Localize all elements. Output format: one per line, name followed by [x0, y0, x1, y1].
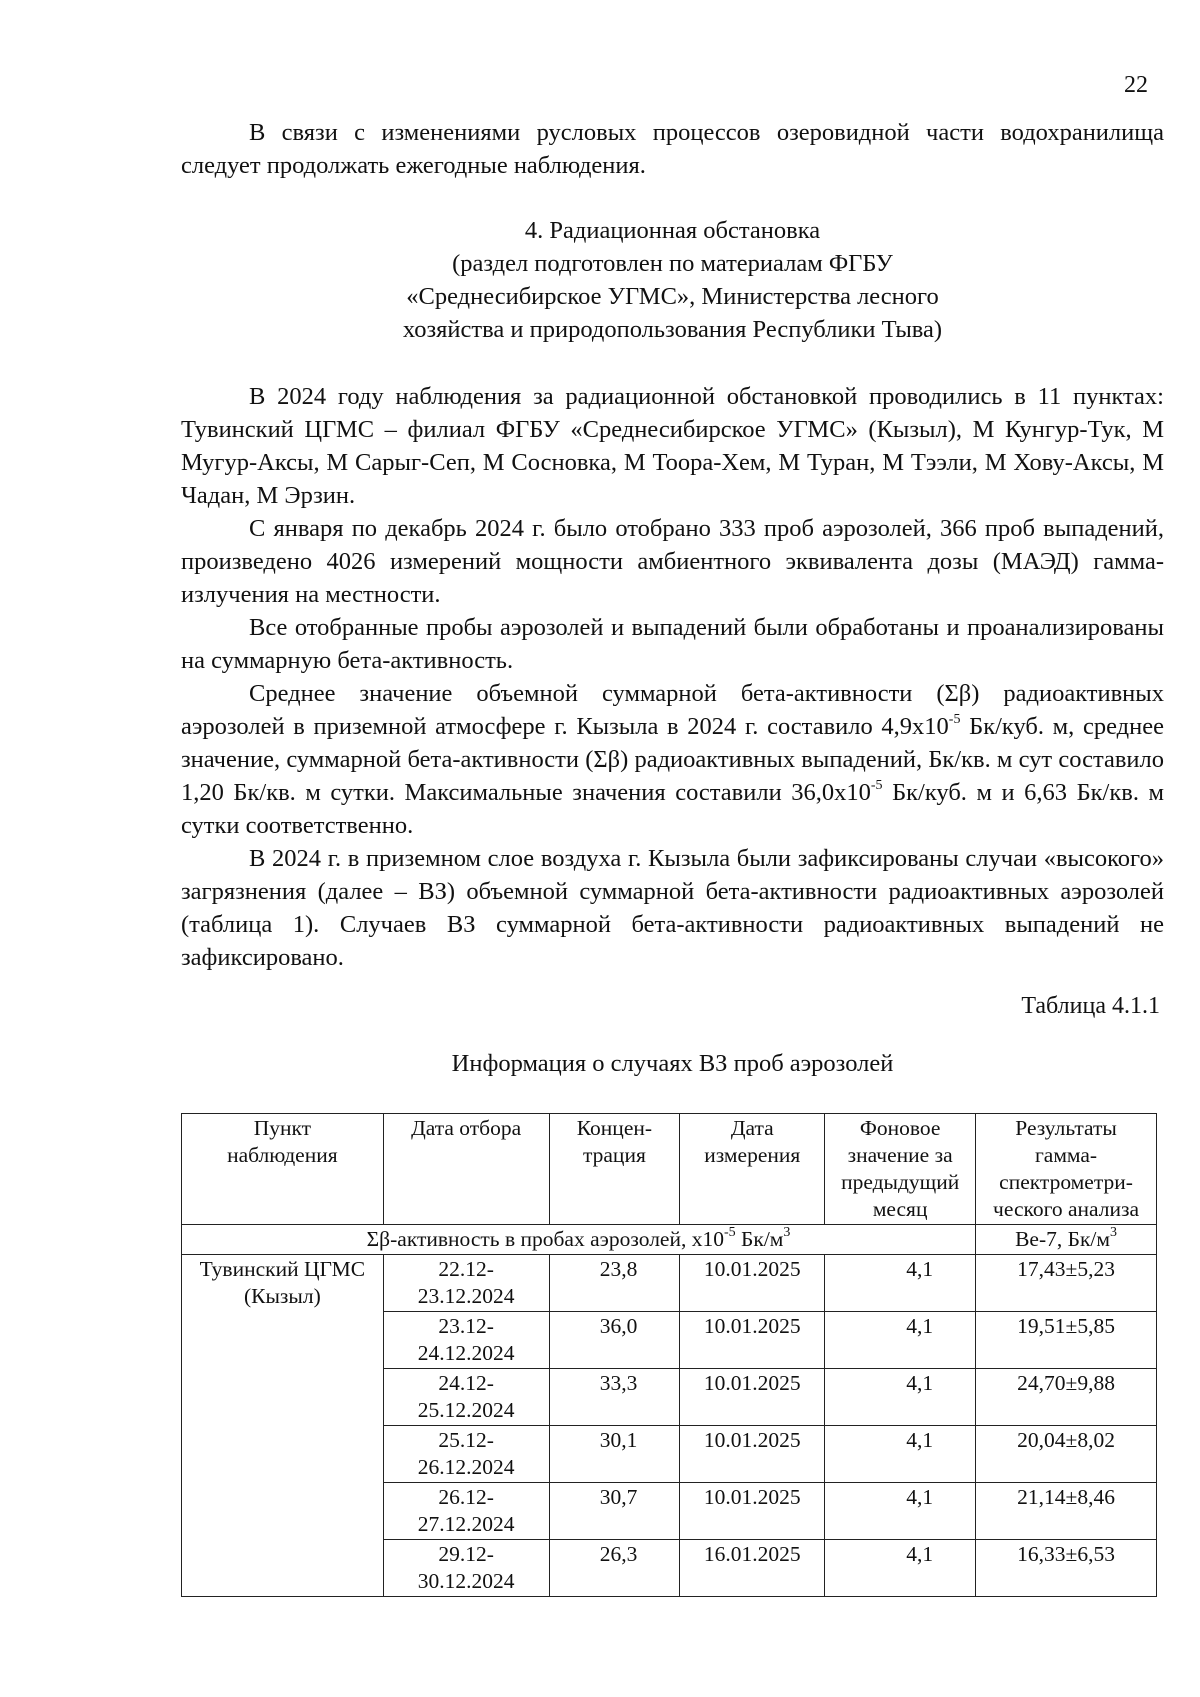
measure-date-cell: 16.01.2025	[680, 1540, 825, 1597]
superscript: -5	[870, 777, 883, 793]
measure-date-cell: 10.01.2025	[680, 1312, 825, 1369]
text-fragment: Бк/куб. м и 6,63 Бк/кв. м сутки соответственно.	[181, 779, 1164, 839]
section-subtitle-line: (раздел подготовлен по материалам ФГБУ	[452, 250, 893, 277]
section-title: 4. Радиационная обстановка	[524, 217, 821, 244]
paragraph-stations: В 2024 году наблюдения за радиационной обстановкой проводились в 11 пунктах: Тувинский ЦГМС – филиал ФГБУ «Среднесибирское УГМС» (Кызыл), М Кунгур-Тук, М Мугур-Аксы, М Сарыг-Сеп, М Сосновка, М Тоора-Хем, М Туран, М Тээли, М Хову-Аксы, М Чадан, М Эрзин.	[181, 383, 1164, 509]
intro-block	[181, 116, 1164, 182]
concentration-cell: 30,1	[549, 1426, 680, 1483]
main-text	[181, 380, 1164, 974]
paragraph-samples: С января по декабрь 2024 г. было отобрано 333 проб аэрозолей, 366 проб выпадений, произведено 4026 измерений мощности амбиентного эквивалента дозы (МАЭД) гамма-излучения на местности.	[181, 515, 1164, 608]
measure-date-cell: 10.01.2025	[680, 1426, 825, 1483]
data-table	[181, 1113, 1157, 1597]
paragraph-high-pollution: В 2024 г. в приземном слое воздуха г. Кызыла были зафиксированы случаи «высокого» загрязнения (далее – ВЗ) объемной суммарной бета-активности радиоактивных аэрозолей (таблица 1). Случаев ВЗ суммарной бета-активности радиоактивных выпадений не зафиксировано.	[181, 845, 1164, 971]
header-sample-date: Дата отбора	[383, 1114, 549, 1225]
section-subtitle-line: хозяйства и природопользования Республики Тыва)	[402, 316, 943, 343]
header-point: Пункт наблюдения	[182, 1114, 384, 1225]
table-header-row	[182, 1114, 1157, 1225]
concentration-cell: 36,0	[549, 1312, 680, 1369]
header-background: Фоновое значение за предыдущий месяц	[825, 1114, 976, 1225]
paragraph-processing: Все отобранные пробы аэрозолей и выпадений были обработаны и проанализированы на суммарную бета-активность.	[181, 614, 1164, 674]
table-row	[182, 1255, 1157, 1312]
result-cell: 19,51±5,85	[976, 1312, 1157, 1369]
sample-date-cell: 22.12- 23.12.2024	[383, 1255, 549, 1312]
measure-date-cell: 10.01.2025	[680, 1483, 825, 1540]
measure-date-cell: 10.01.2025	[680, 1369, 825, 1426]
sample-date-cell: 26.12- 27.12.2024	[383, 1483, 549, 1540]
superscript: -5	[948, 711, 961, 727]
sample-date-cell: 23.12- 24.12.2024	[383, 1312, 549, 1369]
sample-date-cell: 25.12- 26.12.2024	[383, 1426, 549, 1483]
background-cell: 4,1	[825, 1540, 976, 1597]
result-cell: 17,43±5,23	[976, 1255, 1157, 1312]
sample-date-cell: 29.12- 30.12.2024	[383, 1540, 549, 1597]
header-results: Результаты гамма- спектрометри- ческого анализа	[976, 1114, 1157, 1225]
result-cell: 20,04±8,02	[976, 1426, 1157, 1483]
section-subtitle-line: «Среднесибирское УГМС», Министерства лесного	[406, 283, 939, 310]
header-concentration: Концен- трация	[549, 1114, 680, 1225]
measure-date-cell: 10.01.2025	[680, 1255, 825, 1312]
station-cell: Тувинский ЦГМС (Кызыл)	[182, 1255, 384, 1597]
paragraph-averages	[181, 677, 1164, 842]
result-cell: 16,33±6,53	[976, 1540, 1157, 1597]
table-number: Таблица 4.1.1	[1021, 993, 1160, 1019]
background-cell: 4,1	[825, 1255, 976, 1312]
units-row	[182, 1225, 1157, 1255]
concentration-cell: 30,7	[549, 1483, 680, 1540]
sample-date-cell: 24.12- 25.12.2024	[383, 1369, 549, 1426]
concentration-cell: 26,3	[549, 1540, 680, 1597]
intro-paragraph: В связи с изменениями русловых процессов озеровидной части водохранилища следует продолжать ежегодные наблюдения.	[181, 119, 1164, 179]
background-cell: 4,1	[825, 1426, 976, 1483]
header-measure-date: Дата измерения	[680, 1114, 825, 1225]
concentration-cell: 23,8	[549, 1255, 680, 1312]
text-fragment: Бк/куб. м, среднее значение, суммарной бета-активности (Σβ) радиоактивных выпадений, Бк/кв. м сут составило 1,20 Бк/кв. м сутки. Максимальные значения составили 36,0х10	[181, 713, 1164, 806]
background-cell: 4,1	[825, 1312, 976, 1369]
result-cell: 24,70±9,88	[976, 1369, 1157, 1426]
section-heading	[181, 214, 1164, 346]
text-fragment: Среднее значение объемной суммарной бета-активности (Σβ) радиоактивных аэрозолей в приземной атмосфере г. Кызыла в 2024 г. составило 4,9х10	[181, 680, 1164, 740]
units-be7: Ве-7, $Бк/м^3$	[976, 1225, 1157, 1255]
page-number: 22	[1124, 72, 1148, 98]
units-sigma-beta: Σβ-активность в пробах аэрозолей, $х10^{-5}$ $Бк/м^3$	[182, 1225, 976, 1255]
background-cell: 4,1	[825, 1483, 976, 1540]
table-title: Информация о случаях ВЗ проб аэрозолей	[451, 1050, 894, 1077]
concentration-cell: 33,3	[549, 1369, 680, 1426]
background-cell: 4,1	[825, 1369, 976, 1426]
result-cell: 21,14±8,46	[976, 1483, 1157, 1540]
